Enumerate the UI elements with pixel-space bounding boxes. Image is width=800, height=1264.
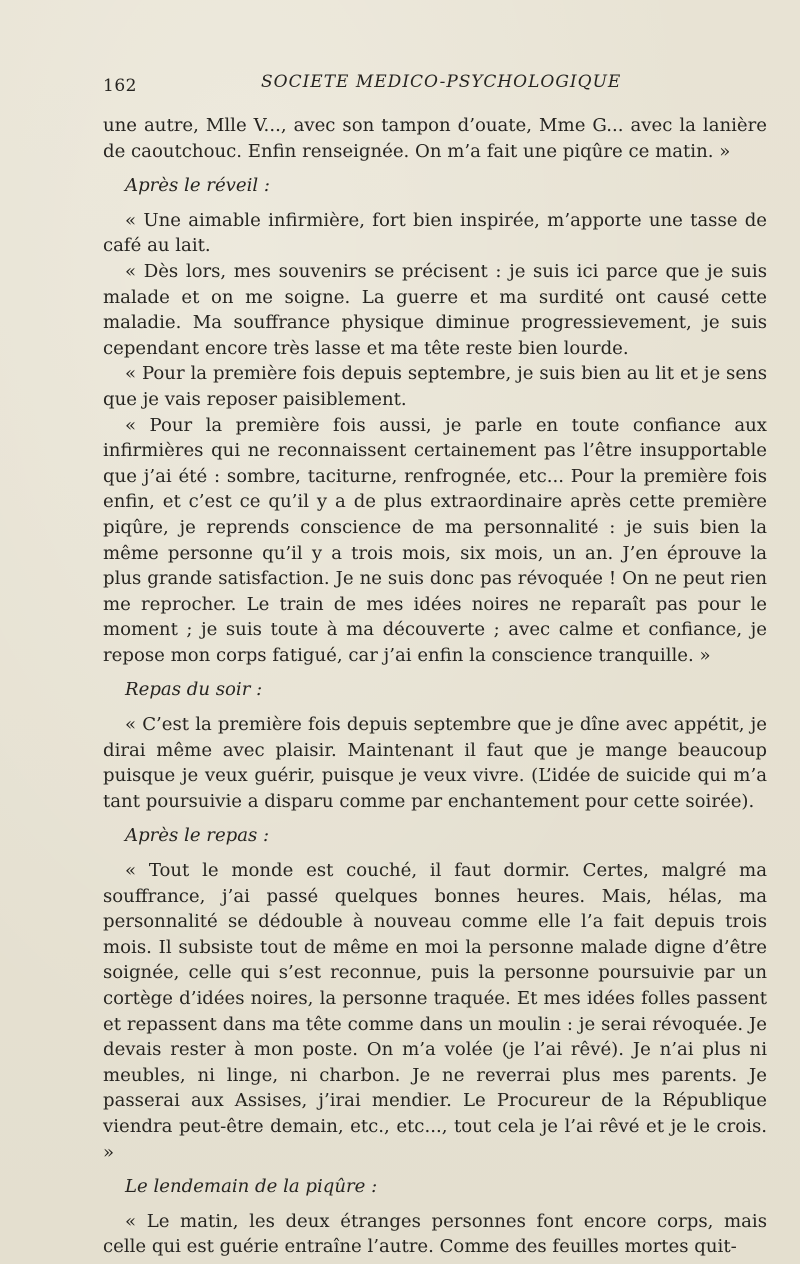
section-heading: Le lendemain de la piqûre : [125, 1176, 378, 1198]
section-heading: Après le réveil : [125, 175, 270, 197]
paragraph: « Une aimable infirmière, fort bien inspirée, m’apporte une tasse de café au lait. [103, 209, 767, 257]
paragraph: « C’est la première fois depuis septembre que je dîne avec appétit, je dirai même avec plaisir. Maintenant il faut que je mange beaucoup puisque je veux guérir, puisque je veux vivre. (L’idée de suicide qui m’a tant poursuivie a disparu comme par enchantement pour cette soirée). [103, 714, 767, 812]
section-heading: Repas du soir : [125, 679, 263, 701]
paragraph: une autre, Mlle V..., avec son tampon d’ouate, Mme G... avec la lanière de caoutchouc. Enfin renseignée. On m’a fait une piqûre ce matin. » [103, 115, 767, 162]
paragraph: « Pour la première fois aussi, je parle en toute confiance aux infirmières qui ne reconnaissent certainement pas l’être insupportable que j’ai été : sombre, taciturne, renfrognée, etc... Pour la première fois enfin, et c’est ce qu’il y a de plus extraordinaire après cette première piqûre, je reprends conscience de ma personnalité : je suis bien la même personne qu’il y a trois mois, six mois, un an. J’en éprouve la plus grande satisfaction. Je ne suis donc pas révoquée ! On ne peut rien me reprocher. Le train de mes idées noires ne reparaît pas pour le moment ; je suis toute à ma découverte ; avec calme et confiance, je repose mon corps fatigué, car j’ai enfin la conscience tranquille. » [103, 414, 767, 666]
paragraph: « Le matin, les deux étranges personnes font encore corps, mais celle qui est guérie entraîne l’autre. Comme des feuilles mortes quit- [103, 1210, 767, 1258]
body-text [103, 113, 767, 1260]
paragraph: « Dès lors, mes souvenirs se précisent : je suis ici parce que je suis malade et on me soigne. La guerre et ma surdité ont causé cette maladie. Ma souffrance physique diminue progressievement, je suis cependant encore très lasse et ma tête reste bien lourde. [103, 260, 767, 359]
section-heading: Après le repas : [125, 825, 270, 847]
page-number: 162 [103, 76, 137, 96]
running-head: SOCIETE MEDICO-PSYCHOLOGIQUE [261, 72, 622, 92]
paragraph: « Tout le monde est couché, il faut dormir. Certes, malgré ma souffrance, j’ai passé quelques bonnes heures. Mais, hélas, ma personnalité se dédouble à nouveau comme elle l’a fait depuis trois mois. Il subsiste tout de même en moi la personne malade digne d’être soignée, celle qui s’est reconnue, puis la personne poursuivie par un cortège d’idées noires, la personne traquée. Et mes idées folles passent et repassent dans ma tête comme dans un moulin : je serai révoquée. Je devais rester à mon poste. On m’a volée (je l’ai rêvé). Je n’ai plus ni meubles, ni linge, ni charbon. Je ne reverrai plus mes parents. Je passerai aux Assises, j’irai mendier. Le Procureur de la République viendra peut-être demain, etc., etc..., tout cela je l’ai rêvé et je le crois. » [103, 860, 767, 1163]
page-header [103, 70, 763, 100]
paragraph: « Pour la première fois depuis septembre, je suis bien au lit et je sens que je vais reposer paisiblement. [103, 363, 767, 410]
